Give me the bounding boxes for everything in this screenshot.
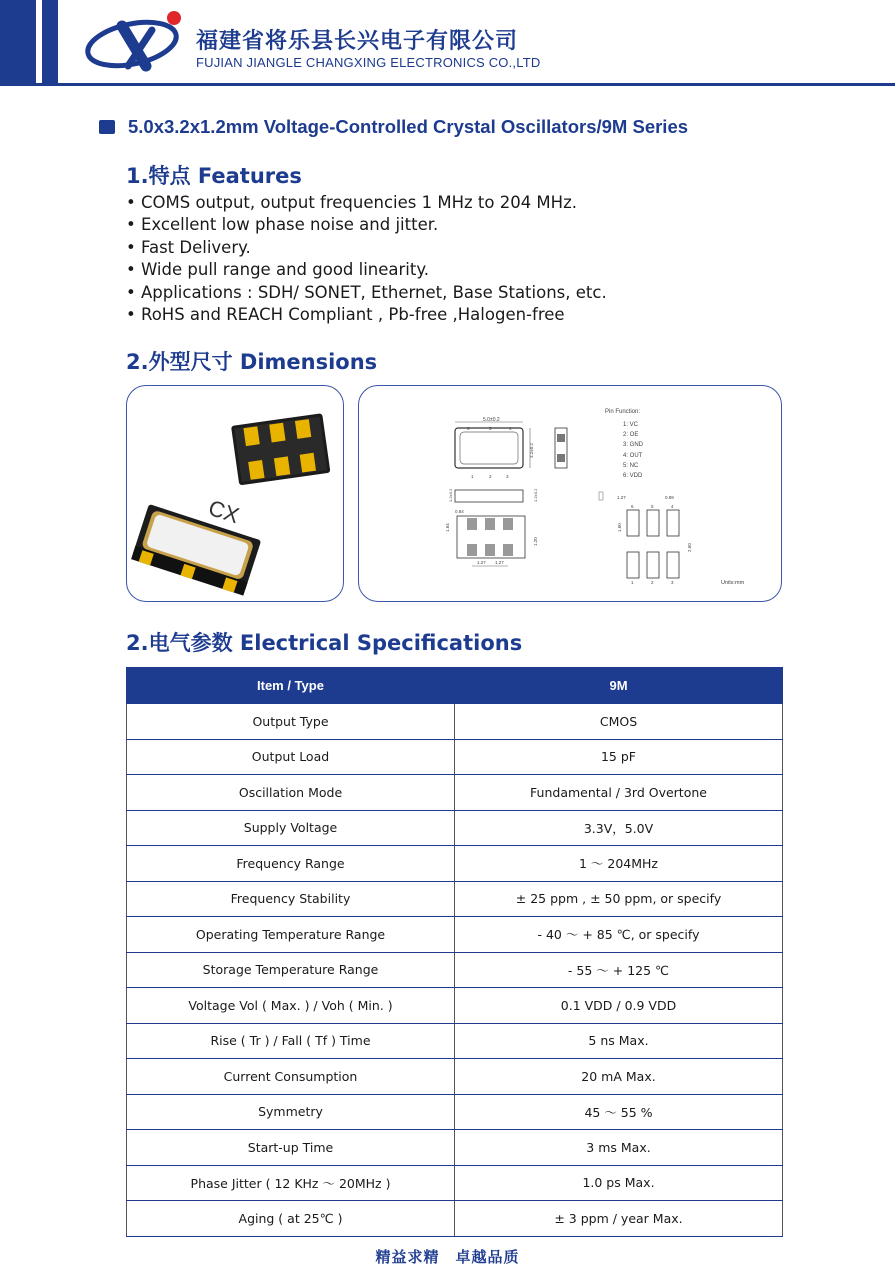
pin-num: 6 [631, 504, 634, 509]
param-value: ± 25 ppm , ± 50 ppm, or specify [455, 881, 783, 917]
column-header-type: 9M [455, 668, 783, 704]
table-header-row [127, 668, 783, 704]
pin-num: 2 [489, 474, 492, 479]
feature-item: • Fast Delivery. [126, 237, 607, 259]
pin-num: 1 [471, 474, 474, 479]
pin-function-item: 3: GND [623, 442, 644, 448]
param-value: 1.0 ps Max. [455, 1165, 783, 1201]
features-list [126, 192, 607, 326]
product-photo-box [126, 385, 344, 602]
pin-num: 6 [467, 426, 470, 431]
pin-num: 5 [651, 504, 654, 509]
dimensions-heading: 2.外型尺寸 Dimensions [126, 350, 378, 374]
pin-num: 2 [651, 580, 654, 585]
pin-num: 4 [509, 426, 512, 431]
param-name: Supply Voltage [127, 810, 455, 846]
table-row [127, 1165, 783, 1201]
header-bar-stripe [42, 0, 58, 86]
pin-num: 3 [671, 580, 674, 585]
pin-function-item: 1: VC [623, 422, 639, 428]
dim-height-label: 1.2±0.2 [533, 488, 538, 502]
pad-160-label: 1.60 [617, 523, 622, 532]
feature-item: • Applications : SDH/ SONET, Ethernet, Base Stations, etc. [126, 282, 607, 304]
pin-num: 4 [671, 504, 674, 509]
pad-089-label: 0.89 [665, 495, 674, 500]
param-name: Operating Temperature Range [127, 917, 455, 953]
company-logo-icon [82, 8, 190, 74]
header-bar-left [0, 0, 36, 86]
table-row [127, 917, 783, 953]
table-row [127, 1059, 783, 1095]
table-row [127, 810, 783, 846]
column-header-item: Item / Type [127, 668, 455, 704]
param-value: - 55 ～ + 125 ℃ [455, 952, 783, 988]
table-row [127, 1130, 783, 1166]
electrical-heading: 2.电气参数 Electrical Specifications [126, 631, 523, 655]
footer-slogan: 精益求精 卓越品质 [375, 1248, 520, 1266]
feature-item: • Wide pull range and good linearity. [126, 259, 607, 281]
pin-function-title: Pin Function: [605, 409, 641, 415]
param-name: Frequency Range [127, 846, 455, 882]
pin-num: 1 [631, 580, 634, 585]
param-value: CMOS [455, 704, 783, 740]
product-marking: CX [205, 494, 243, 529]
param-value: 3.3V，5.0V [455, 810, 783, 846]
dim-164-label: 1.64 [445, 523, 450, 532]
param-name: Storage Temperature Range [127, 952, 455, 988]
param-value: ± 3 ppm / year Max. [455, 1201, 783, 1237]
electrical-spec-table [126, 667, 783, 1237]
param-value: 15 pF [455, 739, 783, 775]
feature-item: • COMS output, output frequencies 1 MHz to 204 MHz. [126, 192, 607, 214]
company-name-cn: 福建省将乐县长兴电子有限公司 [196, 29, 519, 54]
table-row [127, 704, 783, 740]
company-name-en: FUJIAN JIANGLE CHANGXING ELECTRONICS CO.,LTD [196, 55, 541, 70]
param-value: 20 mA Max. [455, 1059, 783, 1095]
param-name: Frequency Stability [127, 881, 455, 917]
feature-item: • RoHS and REACH Compliant , Pb-free ,Halogen-free [126, 304, 607, 326]
dim-width-label: 3.2±0.2 [529, 443, 534, 458]
feature-item: • Excellent low phase noise and jitter. [126, 214, 607, 236]
param-value: 5 ns Max. [455, 1023, 783, 1059]
page-header [0, 0, 895, 86]
param-name: Aging ( at 25℃ ) [127, 1201, 455, 1237]
dimension-drawing-box [358, 385, 782, 602]
param-value: 0.1 VDD / 0.9 VDD [455, 988, 783, 1024]
table-row [127, 988, 783, 1024]
pin-num: 3 [506, 474, 509, 479]
pin-function-item: 4: OUT [623, 453, 643, 459]
param-value: - 40 ～ + 85 ℃, or specify [455, 917, 783, 953]
param-name: Output Type [127, 704, 455, 740]
param-name: Voltage Vol ( Max. ) / Voh ( Min. ) [127, 988, 455, 1024]
units-label: Units:mm [721, 580, 745, 586]
table-row [127, 881, 783, 917]
pin-function-item: 2: OE [623, 432, 639, 438]
dim-120-label: 1.20 [533, 537, 538, 546]
param-name: Start-up Time [127, 1130, 455, 1166]
dim-127-label: 1.27 [495, 560, 504, 565]
table-row [127, 1023, 783, 1059]
param-name: Symmetry [127, 1094, 455, 1130]
dim-length-label: 5.0±0.2 [483, 417, 500, 423]
param-value: Fundamental / 3rd Overtone [455, 775, 783, 811]
table-row [127, 952, 783, 988]
param-name: Output Load [127, 739, 455, 775]
table-row [127, 1201, 783, 1237]
features-heading: 1.特点 Features [126, 164, 302, 188]
pad-260-label: 2.60 [687, 543, 692, 552]
pad-127-label: 1.27 [617, 495, 626, 500]
param-name: Rise ( Tr ) / Fall ( Tf ) Time [127, 1023, 455, 1059]
table-row [127, 846, 783, 882]
dim-127-label: 1.27 [477, 560, 486, 565]
dimension-drawing [359, 386, 782, 602]
table-row [127, 1094, 783, 1130]
series-title: 5.0x3.2x1.2mm Voltage-Controlled Crystal Oscillators/9M Series [128, 116, 689, 137]
param-name: Current Consumption [127, 1059, 455, 1095]
series-bullet-icon [99, 120, 115, 134]
pin-function-item: 5: NC [623, 463, 639, 469]
param-name: Oscillation Mode [127, 775, 455, 811]
table-row [127, 775, 783, 811]
dim-084-label: 0.84 [455, 509, 464, 514]
param-name: Phase Jitter ( 12 KHz ～ 20MHz ) [127, 1165, 455, 1201]
pin-num: 5 [489, 426, 492, 431]
pin-function-item: 6: VDD [623, 473, 643, 479]
table-row [127, 739, 783, 775]
dim-height-label: 1.2±0.2 [448, 488, 453, 502]
param-value: 3 ms Max. [455, 1130, 783, 1166]
product-photo-illustration [127, 386, 344, 602]
param-value: 45 ～ 55 % [455, 1094, 783, 1130]
param-value: 1 ～ 204MHz [455, 846, 783, 882]
